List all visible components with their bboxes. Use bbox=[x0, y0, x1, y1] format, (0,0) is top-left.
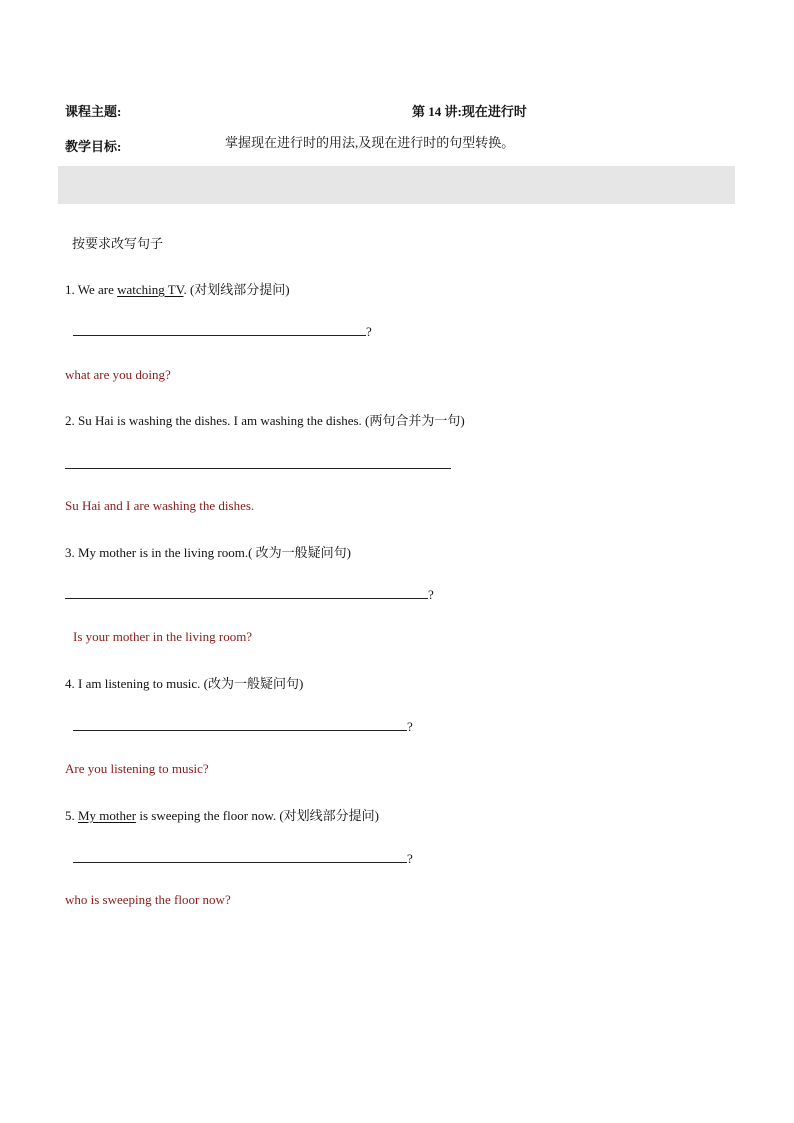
question-1-underlined: watching TV bbox=[117, 282, 184, 297]
question-4: 4. I am listening to music. (改为一般疑问句) bbox=[65, 676, 304, 691]
question-5 bbox=[65, 805, 379, 824]
answer-2: Su Hai and I are washing the dishes. bbox=[65, 498, 255, 513]
course-topic-label: 课程主题: bbox=[65, 104, 122, 119]
answer-blank-5-end: ? bbox=[407, 851, 413, 866]
answer-1: what are you doing? bbox=[65, 367, 171, 382]
question-5-prefix: 5. bbox=[65, 808, 78, 823]
answer-blank-4[interactable] bbox=[73, 718, 413, 735]
question-1-suffix: . (对划线部分提问) bbox=[183, 282, 290, 297]
answer-5: who is sweeping the floor now? bbox=[65, 892, 231, 907]
teaching-goal-label: 教学目标: bbox=[65, 139, 122, 154]
answer-blank-4-end: ? bbox=[407, 719, 413, 734]
answer-3: Is your mother in the living room? bbox=[73, 629, 253, 644]
question-5-underlined: My mother bbox=[78, 808, 137, 823]
section-title: 按要求改写句子 bbox=[72, 236, 164, 251]
answer-blank-1-end: ? bbox=[366, 324, 372, 339]
answer-blank-5[interactable] bbox=[73, 850, 413, 867]
answer-blank-2[interactable] bbox=[65, 456, 451, 473]
answer-blank-1[interactable] bbox=[73, 323, 372, 340]
question-5-suffix: is sweeping the floor now. (对划线部分提问) bbox=[136, 808, 380, 823]
gray-banner bbox=[58, 166, 735, 204]
question-3: 3. My mother is in the living room.( 改为一般疑问句) bbox=[65, 545, 351, 560]
answer-blank-3-end: ? bbox=[428, 587, 434, 602]
question-1-prefix: 1. We are bbox=[65, 282, 118, 297]
teaching-goal-value: 掌握现在进行时的用法,及现在进行时的句型转换。 bbox=[225, 135, 515, 150]
question-1 bbox=[65, 279, 290, 298]
question-2: 2. Su Hai is washing the dishes. I am washing the dishes. (两句合并为一句) bbox=[65, 413, 465, 428]
answer-4: Are you listening to music? bbox=[65, 761, 209, 776]
course-topic-value: 第 14 讲:现在进行时 bbox=[412, 104, 527, 119]
answer-blank-3[interactable] bbox=[65, 586, 434, 603]
